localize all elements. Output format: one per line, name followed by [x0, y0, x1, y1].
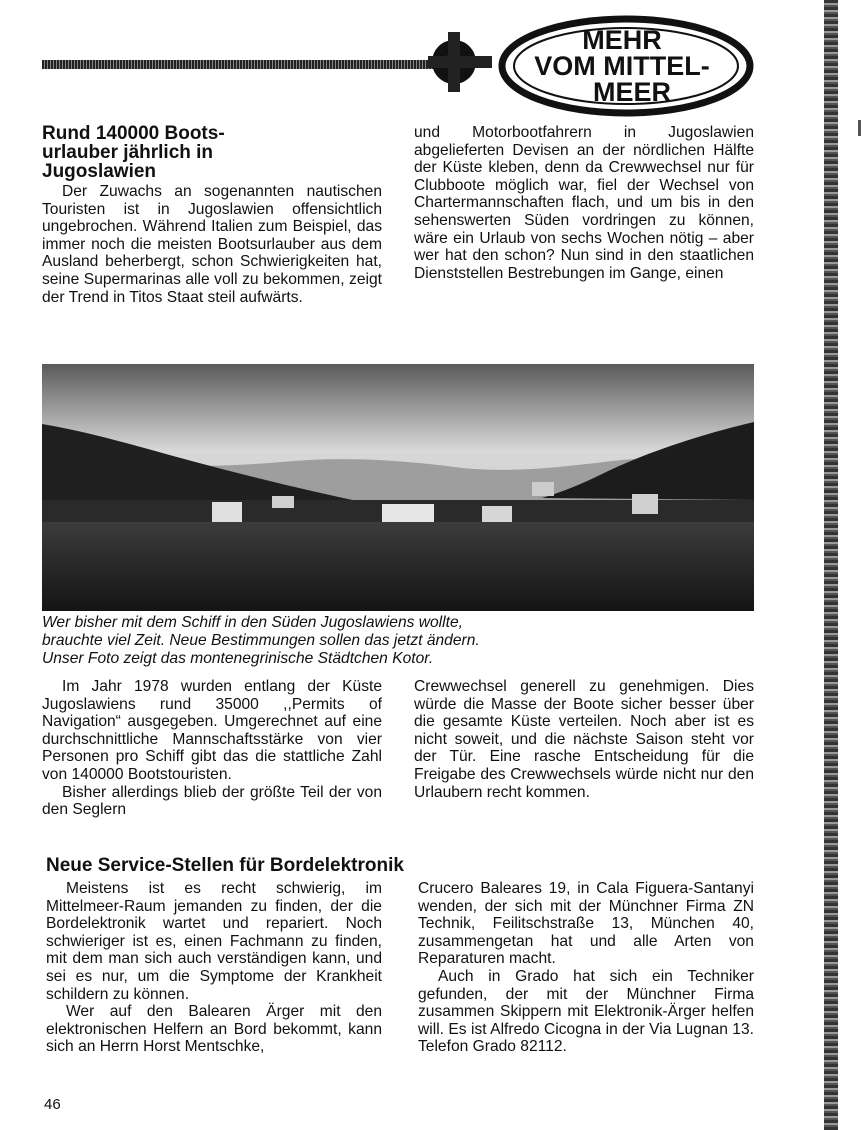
- paragraph: Crucero Baleares 19, in Cala Figuera-Santanyi wenden, der sich mit der Münchner Firma ZN Technik, Feilitschstraße 13, München 40, zusammengetan hat und alle Arten von Reparaturen macht.: [418, 880, 754, 968]
- article1-col2-top: [414, 124, 754, 282]
- caption-line: Wer bisher mit dem Schiff in den Süden Jugoslawiens wollte,: [42, 614, 463, 631]
- headline-line: Jugoslawien: [42, 161, 157, 182]
- page-number: 46: [44, 1096, 61, 1113]
- caption-line: Unser Foto zeigt das montenegrinische Städtchen Kotor.: [42, 649, 434, 667]
- article2-col1: [46, 880, 382, 1056]
- article2-col2: [418, 880, 754, 1056]
- paragraph: und Motorbootfahrern in Jugoslawien abgelieferten Devisen an der nördlichen Hälfte der Küste kleben, denn da Crewwechsel nur für Clubboote möglich war, fiel der Wechsel von Chartermannschaften flach, und um bis in den sehenswerten Süden vordringen zu können, wäre ein Urlaub von sechs Wochen nötig – aber wer hat den schon? Nun sind in den staatlichen Dienststellen Bestrebungen im Gange, einen: [414, 124, 754, 282]
- logo-line-2: VOM MITTEL-: [534, 51, 710, 81]
- caption-line: brauchte viel Zeit. Neue Bestimmungen sollen das jetzt ändern.: [42, 631, 480, 649]
- paragraph: Crewwechsel generell zu genehmigen. Dies würde die Masse der Boote sicher besser über die gesamte Küste verteilen. Noch aber ist es nicht soweit, und die nächste Saison steht vor der Tür. Eine rasche Entscheidung für die Freigabe des Crewwechsels würde nicht nur den Urlaubern recht kommen.: [414, 678, 754, 801]
- article1-headline: [42, 124, 402, 181]
- paragraph: Der Zuwachs an sogenannten nautischen Touristen ist in Jugoslawien offensichtlich ungebrochen. Während Italien zum Beispiel, das immer noch die meisten Bootsurlauber aus dem Ausland beherbergt, schon Schwierigkeiten hat, seine Supermarinas alle voll zu bekommen, zeigt der Trend in Titos Staat steil aufwärts.: [42, 183, 382, 306]
- paragraph: Im Jahr 1978 wurden entlang der Küste Jugoslawiens rund 35000 ,,Permits of Navigation“ ausgegeben. Umgerechnet auf eine durchschnittliche Mannschaftsstärke von vier Personen pro Schiff gibt das die stattliche Zahl von 140000 Bootstouristen.: [42, 678, 382, 783]
- article1-col1-top: [42, 183, 382, 306]
- article1-col2-bottom: [414, 678, 754, 801]
- scan-edge-mark: [858, 120, 861, 136]
- ship-wheel-icon: [428, 32, 492, 92]
- headline-line: urlauber jährlich in: [42, 142, 214, 163]
- headline-line: Rund 140000 Boots-: [42, 123, 225, 144]
- kotor-harbor-photo: [42, 364, 754, 611]
- paragraph: Auch in Grado hat sich ein Techniker gefunden, der mit der Münchner Firma zusammen Skippern mit Elektronik-Ärger helfen will. Es ist Alfredo Cicogna in der Via Lugnan 13. Telefon Grado 82112.: [418, 967, 754, 1056]
- logo-line-3: MEER: [592, 77, 672, 107]
- paragraph: Wer auf den Balearen Ärger mit den elektronischen Helfern an Bord bekommt, kann sich an Herrn Horst Mentschke,: [46, 1003, 382, 1056]
- scan-edge: [824, 0, 838, 1130]
- logo-line-1: MEHR: [582, 25, 662, 55]
- paragraph: Bisher allerdings blieb der größte Teil der von den Seglern: [42, 783, 382, 819]
- photo-caption: [42, 614, 754, 667]
- mehr-vom-mittelmeer-logo: [418, 14, 754, 118]
- article2-headline: Neue Service-Stellen für Bordelektronik: [46, 855, 404, 876]
- paragraph: Meistens ist es recht schwierig, im Mittelmeer-Raum jemanden zu finden, der die Bordelektronik wartet und repariert. Noch schwieriger ist es, einen Fachmann zu finden, mit dem man sich auch verständigen kann, und sei es nur, um die Symptome der Krankheit schildern zu können.: [46, 880, 382, 1003]
- article1-col1-bottom: [42, 678, 382, 819]
- header-rule: [42, 60, 462, 69]
